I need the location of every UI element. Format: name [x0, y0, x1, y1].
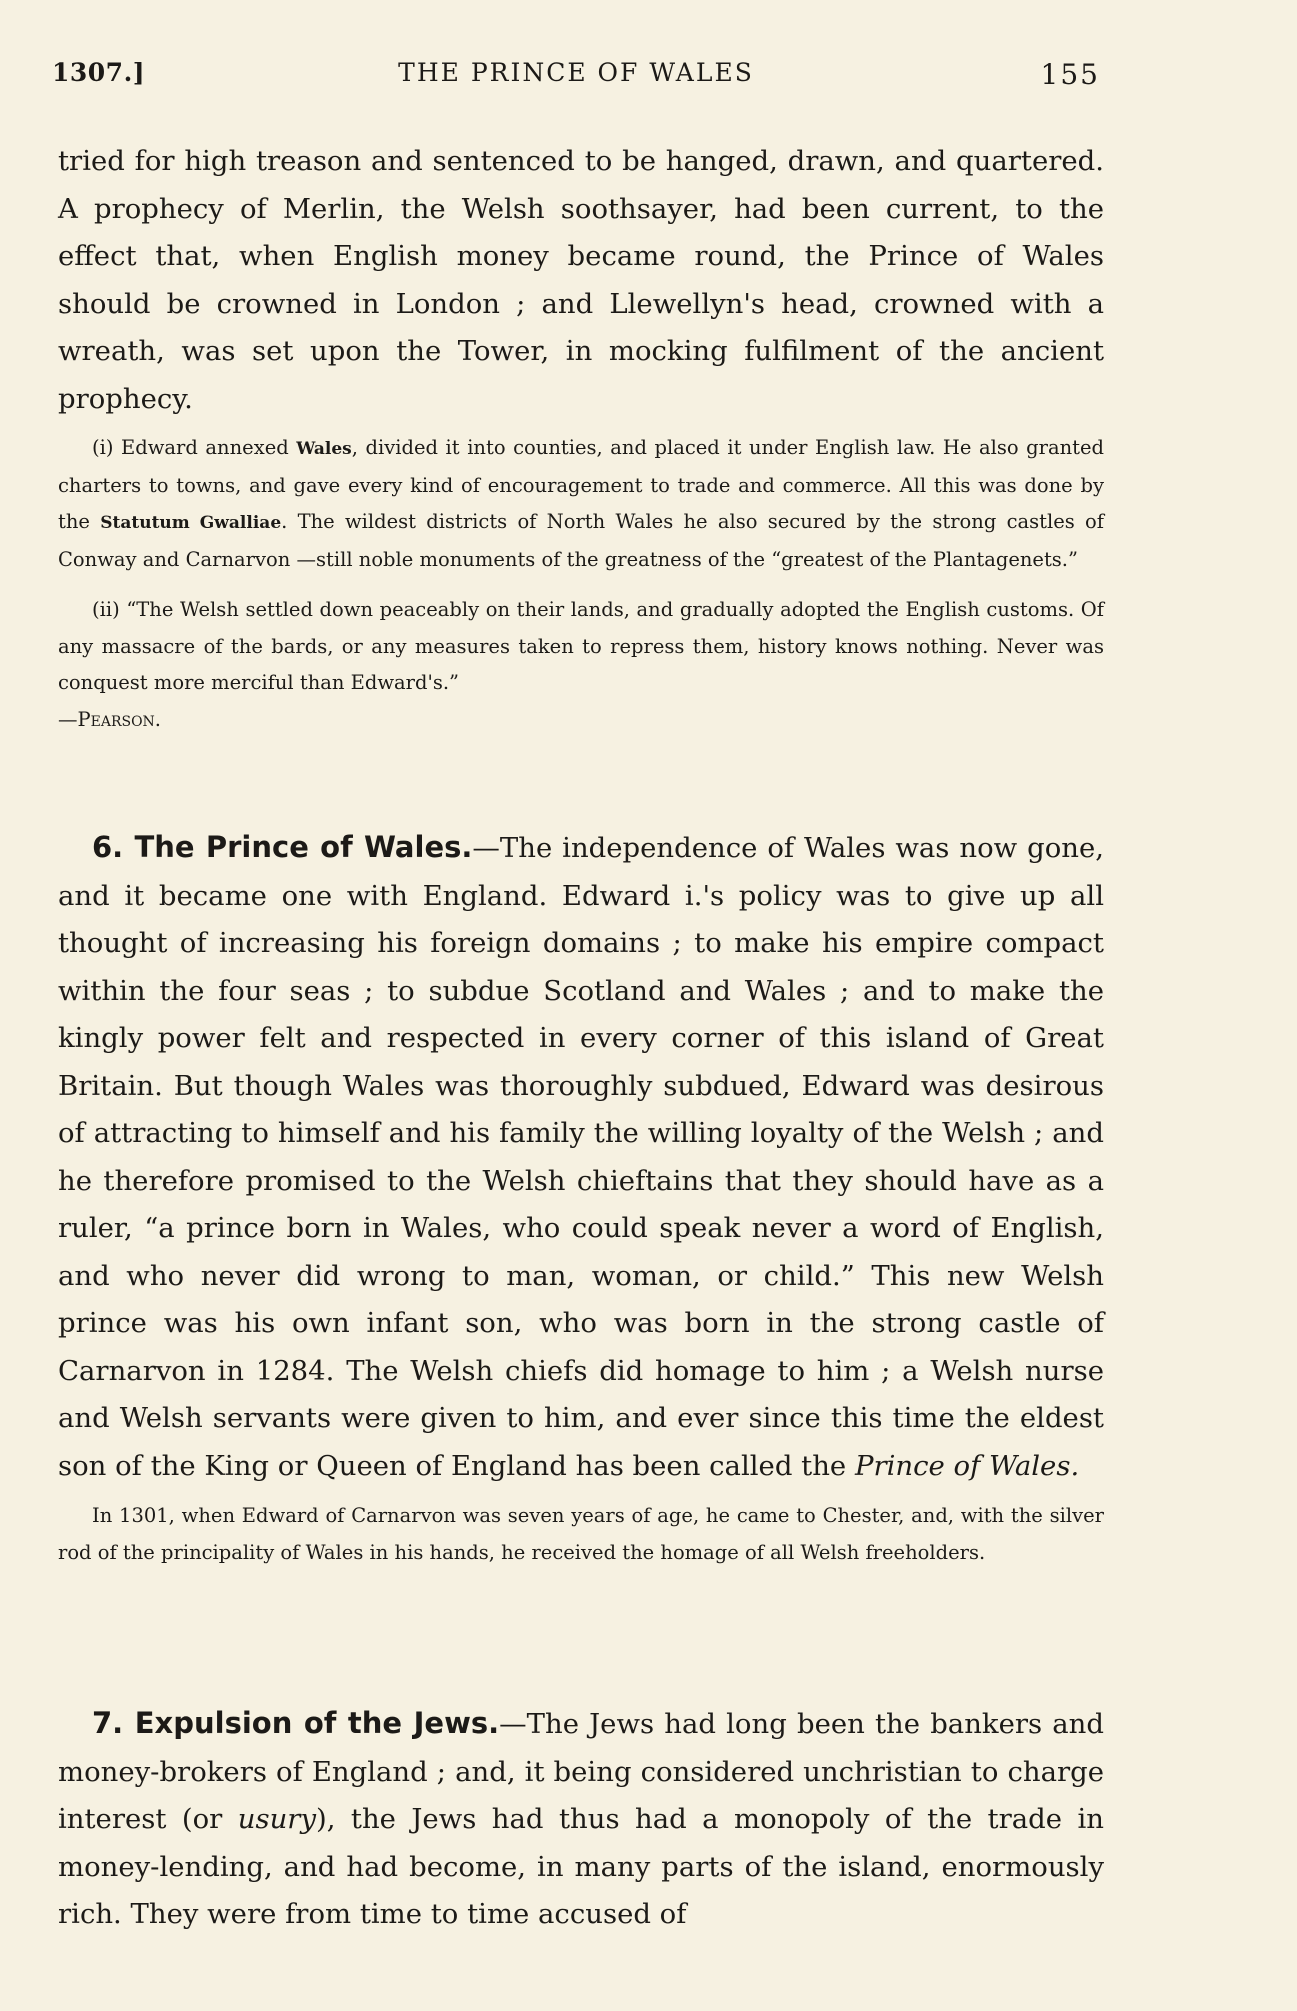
- section-6: [58, 824, 1104, 1571]
- section-7-text-2: ), the Jews had thus had a monopoly of the trade in money-lending, and had become, in many parts of the island, enormously rich. They were from time to time accused of: [58, 1803, 1104, 1930]
- header-title: THE PRINCE OF WALES: [398, 58, 754, 87]
- note-1-part3: . The wildest districts of North Wales he also secured by the strong castles of Conway and Carnarvon —still noble monuments of the greatness of the “greatest of the Plantagenets.”: [58, 510, 1104, 571]
- note-1: [58, 430, 1104, 578]
- section-7-heading: 7. Expulsion of the Jews.: [92, 1706, 500, 1740]
- note-1-bold-wales: Wales: [296, 439, 352, 459]
- note-1-bold-statute: Statutum Gwalliae: [100, 513, 282, 533]
- running-header: [52, 58, 1100, 98]
- section-6-text: —The independence of Wales was now gone, and it became one with England. Edward i.'s policy was to give up all thought of increasing his foreign domains ; to make his empire compact within the four seas ; to subdue Scotland and Wales ; and to make the kingly power felt and respected in every corner of this island of Great Britain. But though Wales was thoroughly subdued, Edward was desirous of attracting to himself and his family the willing loyalty of the Welsh ; and he therefore promised to the Welsh chieftains that they should have as a ruler, “a prince born in Wales, who could speak never a word of English, and who never did wrong to man, woman, or child.” This new Welsh prince was his own infant son, who was born in the strong castle of Carnarvon in 1284. The Welsh chiefs did homage to him ; a Welsh nurse and Welsh servants were given to him, and ever since this time the eldest son of the King or Queen of England has been called the: [58, 832, 1104, 1482]
- intro-paragraph: tried for high treason and sentenced to be hanged, drawn, and quartered. A prophecy of Merlin, the Welsh soothsayer, had been current, to the effect that, when English money became round, the Prince of Wales should be crowned in London ; and Llewellyn's head, crowned with a wreath, was set upon the Tower, in mocking fulfilment of the ancient prophecy.: [58, 145, 1104, 415]
- section-6-note: In 1301, when Edward of Carnarvon was seven years of age, he came to Chester, and, with the silver rod of the principality of Wales in his hands, he received the homage of all Welsh freeholders.: [58, 1504, 1104, 1564]
- note-2-text: (ii) “The Welsh settled down peaceably on their lands, and gradually adopted the English customs. Of any massacre of the bards, or any measures taken to repress them, history knows nothing. Never was conquest more merciful than Edward's.”: [58, 598, 1104, 694]
- section-6-heading: 6. The Prince of Wales.: [92, 830, 473, 864]
- header-year: 1307.]: [52, 58, 146, 87]
- section-7: [58, 1700, 1104, 1939]
- section-7-emphasis: usury: [237, 1803, 316, 1835]
- page-number: 155: [1040, 58, 1100, 91]
- note-2: [58, 592, 1104, 738]
- note-2-signature: —Pearson.: [58, 707, 162, 731]
- intro-block: [58, 138, 1104, 423]
- notes-block: [58, 430, 1104, 738]
- note-1-part1: (i) Edward annexed: [92, 436, 297, 459]
- section-7-text-1: —The Jews had long been the bankers and money-brokers of England ; and, it being considered unchristian to charge interest (or: [58, 1708, 1104, 1835]
- section-6-paragraph: [58, 824, 1104, 1490]
- section-6-emphasis: Prince of Wales.: [854, 1449, 1080, 1482]
- note-1-part2: , divided it into counties, and placed it under English law. He also granted charters to towns, and gave every kind of encouragement to trade and commerce. All this was done by the: [58, 436, 1104, 533]
- section-7-paragraph: [58, 1700, 1104, 1939]
